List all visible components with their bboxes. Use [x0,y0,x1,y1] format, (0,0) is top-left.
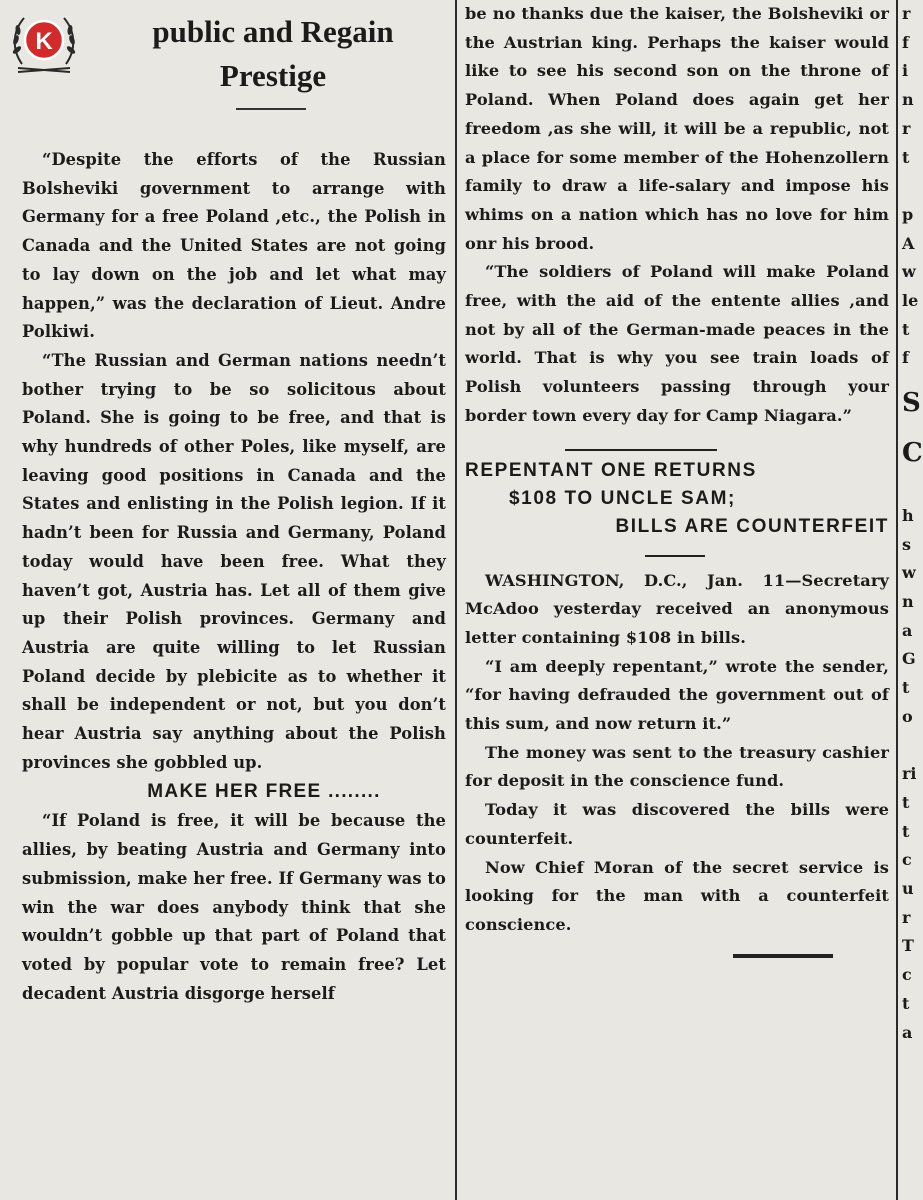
cutoff-text-fragment: t [902,792,910,812]
cutoff-text-fragment: C [902,438,923,469]
cutoff-text-fragment: a [902,620,913,640]
cutoff-text-fragment: f [902,32,909,52]
cutoff-text-fragment: n [902,90,914,110]
cutoff-text-fragment: w [902,563,916,583]
article-headline [100,10,446,98]
article-end-rule [733,954,833,958]
cutoff-text-fragment: c [902,965,912,985]
section-subhead: MAKE HER FREE ........ [147,781,381,803]
cutoff-text-fragment [902,473,920,502]
cutoff-text-fragment: o [902,706,913,726]
article-paragraph: “If Poland is free, it will be because the allies, by beating Austria and Germany into submission, make her free. If Germany was to win the war does anybody think that she wouldn’t gobble up that part of Poland that voted by popular vote to remain free? Let decadent Austria disgorge herself [22,811,446,1003]
cutoff-text-fragment: G [902,649,916,669]
cutoff-text-fragment [902,731,920,760]
cutoff-text-fragment: u [902,878,914,898]
cutoff-text-fragment: i [902,61,909,81]
article-paragraph: “The soldiers of Poland will make Poland free, with the aid of the entente allies ,and not by all of the German-made peaces in the world. That is why you see train loads of Polish volunteers passing through your border town every day for Camp Niagara.” [465,262,889,425]
column-2 [465,0,889,1200]
cutoff-text-fragment: a [902,1022,913,1042]
cutoff-text-fragment: w [902,262,916,282]
headline-rule [645,555,705,557]
column-3-fragments [902,0,923,1200]
column-rule [455,0,457,1200]
cutoff-text-fragment: h [902,505,914,525]
article-paragraph: Now Chief Moran of the secret service is looking for the man with a counterfeit conscience. [465,857,889,934]
cutoff-text-fragment: t [902,993,910,1013]
headline-line: REPENTANT ONE RETURNS [465,459,757,481]
article-paragraph: be no thanks due the kaiser, the Bolsheviki or the Austrian king. Perhaps the kaiser would like to see his second son on the throne of Poland. When Poland does again get her freedom ,as she will, it will be a republic, not a place for some member of the Hohenzollern family to draw a life-salary and impose his whims on a nation which has no love for him onr his brood. [465,4,889,253]
column-1 [22,0,446,1200]
cutoff-text-fragment: r [902,4,911,23]
cutoff-text-fragment: T [902,936,914,956]
article-paragraph: “Despite the efforts of the Russian Bolsheviki government to arrange with Germany for a free Poland ,etc., the Polish in Canada and the United States are not going to lay down on the job and let what may happen,” was the declaration of Lieut. Andre Polkiwi. [22,150,446,342]
cutoff-text-fragment: r [902,907,911,927]
article-headline [465,457,889,541]
cutoff-text-fragment: n [902,591,914,611]
article-paragraph: The money was sent to the treasury cashier for deposit in the conscience fund. [465,742,889,791]
cutoff-text-fragment: A [902,233,915,253]
article-separator [565,449,717,451]
cutoff-text-fragment: r [902,118,911,138]
logo-letter: K [35,28,53,55]
cutoff-text-fragment: c [902,850,912,870]
headline-line: public and Regain [152,14,394,49]
headline-line: BILLS ARE COUNTERFEIT [615,515,889,537]
cutoff-text-fragment: t [902,821,910,841]
article-paragraph: “I am deeply repentant,” wrote the sender, “for having defrauded the government out of this sum, and now return it.” [465,656,889,734]
cutoff-text-fragment: f [902,348,909,368]
headline-line: Prestige [219,58,327,93]
article-paragraph: “The Russian and German nations needn’t bother trying to be so solicitous about Poland. She is going to be free, and that is why hundreds of other Poles, like myself, are leaving good positions in Canada and the States and enlisting in the Polish legion. If it hadn’t been for Russia and Germany, Poland today would have been free. What they haven’t got, Austria has. Let all of them give up their Polish provinces. Germany and Austria are quite willing to let Russian Poland decide by plebicite as to whether it shall be independent or not, but you don’t hear Austria say anything about the Polish provinces she gobbled up. [22,350,446,772]
cutoff-text-fragment: t [902,678,910,698]
headline-line: $108 TO UNCLE SAM; [509,487,736,509]
cutoff-text-fragment: ri [902,764,917,784]
cutoff-text-fragment: t [902,147,910,167]
cutoff-text-fragment: t [902,319,910,339]
cutoff-text-fragment: le [902,291,919,311]
cutoff-text-fragment [902,172,920,201]
cutoff-text-fragment: s [902,534,912,554]
column-rule [896,0,898,1200]
headline-rule [236,108,306,110]
dateline-paragraph: WASHINGTON, D.C., Jan. 11—Secretary McAdoo yesterday received an anonymous letter containing $108 in bills. [465,570,889,647]
cutoff-text-fragment: p [902,204,914,224]
article-paragraph: Today it was discovered the bills were counterfeit. [465,800,889,848]
cutoff-text-fragment: S [902,388,921,419]
